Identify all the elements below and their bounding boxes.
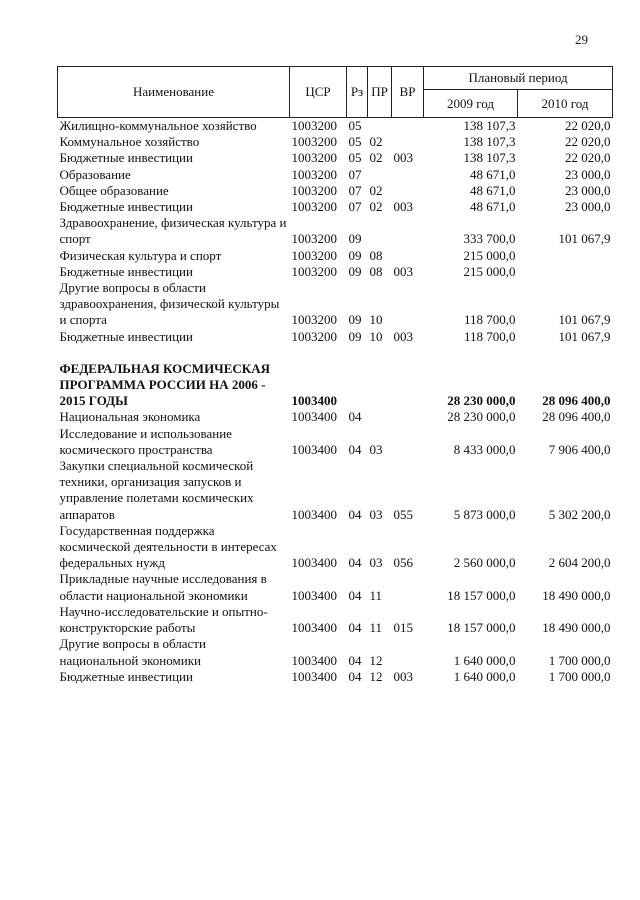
row-pr: 10 (369, 312, 383, 328)
row-vr (392, 636, 424, 668)
row-pr: 11 (369, 620, 383, 636)
row-vr: 015 (393, 620, 413, 636)
row-pr (368, 118, 392, 135)
table-row (58, 636, 613, 668)
row-amount-2009: 2 560 000,0 (453, 555, 516, 571)
row-amount-2009: 48 671,0 (470, 166, 516, 182)
row-rz: 05 (348, 150, 362, 166)
table-row (58, 604, 613, 636)
row-name: Научно-исследовательские и опытно-конструкторские работы (59, 603, 268, 636)
row-rz: 04 (348, 652, 362, 668)
row-csr: 1003200 (291, 231, 337, 247)
row-name: Государственная поддержка космической деятельности в интересах федеральных нужд (59, 522, 277, 571)
row-csr: 1003200 (291, 199, 337, 215)
row-pr: 03 (369, 506, 383, 522)
row-amount-2009: 333 700,0 (463, 231, 516, 247)
table-body (58, 118, 613, 685)
row-rz: 07 (348, 199, 362, 215)
row-pr: 08 (369, 247, 383, 263)
row-rz: 04 (348, 620, 362, 636)
row-amount-2009: 1 640 000,0 (453, 652, 516, 668)
row-amount-2010 (518, 264, 613, 280)
table-row (58, 215, 613, 247)
row-rz (347, 361, 368, 410)
header-pr: ПР (368, 67, 392, 118)
table-row (58, 329, 613, 345)
row-pr: 03 (369, 555, 383, 571)
table-row (58, 248, 613, 264)
row-vr: 003 (393, 150, 413, 166)
row-pr: 08 (369, 263, 383, 279)
row-amount-2009: 1 640 000,0 (453, 668, 516, 684)
row-name: ФЕДЕРАЛЬНАЯ КОСМИЧЕСКАЯ ПРОГРАММА РОССИИ НА 2006 - 2015 ГОДЫ (59, 360, 270, 409)
row-csr: 1003200 (291, 166, 337, 182)
row-csr: 1003400 (291, 555, 337, 571)
row-name: Здравоохранение, физическая культура и спорт (59, 215, 287, 247)
row-name: Закупки специальной космической техники, организация запусков и управление полетами космических аппаратов (59, 458, 254, 522)
row-name: Бюджетные инвестиции (59, 328, 193, 344)
row-pr (368, 361, 392, 410)
row-pr: 02 (369, 199, 383, 215)
table-row (58, 183, 613, 199)
row-amount-2010: 18 490 000,0 (542, 620, 611, 636)
row-name: Бюджетные инвестиции (59, 150, 193, 166)
row-name: Образование (59, 166, 131, 182)
table-header (58, 67, 613, 118)
row-rz: 04 (348, 506, 362, 522)
row-rz: 09 (348, 312, 362, 328)
row-rz: 04 (348, 587, 362, 603)
budget-table (57, 66, 613, 685)
row-name: Бюджетные инвестиции (59, 668, 193, 684)
section-spacer-cell (58, 345, 613, 361)
row-name: Физическая культура и спорт (59, 247, 222, 263)
row-amount-2010: 7 906 400,0 (548, 441, 611, 457)
row-amount-2010: 1 700 000,0 (548, 668, 611, 684)
row-vr: 055 (393, 506, 413, 522)
row-amount-2010: 22 020,0 (565, 150, 611, 166)
row-csr: 1003200 (291, 134, 337, 150)
row-amount-2010: 23 000,0 (565, 199, 611, 215)
row-csr: 1003400 (291, 587, 337, 603)
row-vr (392, 361, 424, 410)
row-name: Исследование и использование космического пространства (59, 425, 232, 457)
row-amount-2010: 28 096 400,0 (542, 393, 611, 409)
row-vr (392, 167, 424, 183)
row-amount-2010: 101 067,9 (558, 312, 611, 328)
row-pr: 10 (369, 328, 383, 344)
row-vr: 056 (393, 555, 413, 571)
row-csr: 1003400 (291, 441, 337, 457)
row-vr (392, 571, 424, 603)
row-amount-2010: 101 067,9 (558, 328, 611, 344)
row-amount-2009: 138 107,3 (463, 134, 516, 150)
row-pr: 02 (369, 150, 383, 166)
row-pr: 02 (369, 182, 383, 198)
row-vr (392, 215, 424, 247)
row-pr: 12 (369, 668, 383, 684)
row-amount-2010: 18 490 000,0 (542, 587, 611, 603)
row-name: Бюджетные инвестиции (59, 199, 193, 215)
row-amount-2009: 5 873 000,0 (453, 506, 516, 522)
table-row (58, 118, 613, 135)
header-planning-period: Плановый период (424, 67, 613, 90)
table-row (58, 167, 613, 183)
row-csr: 1003400 (291, 393, 337, 409)
row-amount-2010: 22 020,0 (565, 134, 611, 150)
row-pr: 02 (369, 134, 383, 150)
row-amount-2009: 138 107,3 (463, 150, 516, 166)
row-amount-2010: 22 020,0 (565, 118, 611, 133)
row-vr (392, 134, 424, 150)
header-rz: Рз (347, 67, 368, 118)
row-csr: 1003400 (291, 409, 337, 425)
row-name: Жилищно-коммунальное хозяйство (59, 118, 257, 133)
row-pr: 03 (369, 441, 383, 457)
header-csr: ЦСР (290, 67, 347, 118)
row-rz: 07 (348, 166, 362, 182)
row-amount-2009: 48 671,0 (470, 182, 516, 198)
row-amount-2009: 28 230 000,0 (447, 409, 516, 425)
page-number: 29 (575, 32, 588, 47)
row-vr: 003 (393, 199, 413, 215)
row-csr: 1003200 (291, 118, 337, 133)
row-pr (368, 167, 392, 183)
row-amount-2009: 18 157 000,0 (447, 620, 516, 636)
row-amount-2009: 215 000,0 (463, 263, 516, 279)
header-year-2009: 2009 год (424, 90, 518, 118)
row-csr: 1003200 (291, 182, 337, 198)
row-amount-2010: 5 302 200,0 (548, 506, 611, 522)
row-amount-2009: 118 700,0 (463, 312, 516, 328)
row-amount-2009: 215 000,0 (463, 247, 516, 263)
row-csr: 1003400 (291, 620, 337, 636)
row-name: Прикладные научные исследования в области национальной экономики (59, 571, 267, 603)
row-name: Бюджетные инвестиции (59, 263, 193, 279)
row-name: Коммунальное хозяйство (59, 134, 200, 150)
row-amount-2010: 28 096 400,0 (542, 409, 611, 425)
table-row (58, 134, 613, 150)
header-name: Наименование (58, 67, 290, 118)
row-rz: 04 (348, 409, 362, 425)
section-header-row (58, 361, 613, 410)
row-csr: 1003200 (291, 150, 337, 166)
row-name: Общее образование (59, 182, 169, 198)
row-rz: 07 (348, 182, 362, 198)
row-csr: 1003200 (291, 328, 337, 344)
row-csr: 1003400 (291, 506, 337, 522)
row-pr: 12 (369, 652, 383, 668)
row-rz: 04 (348, 441, 362, 457)
header-year-2010: 2010 год (518, 90, 613, 118)
table-row (58, 264, 613, 280)
row-amount-2009: 138 107,3 (463, 118, 516, 133)
row-amount-2010: 101 067,9 (558, 231, 611, 247)
section-spacer (58, 345, 613, 361)
row-amount-2010 (518, 248, 613, 264)
row-pr: 11 (369, 587, 383, 603)
row-name: Другие вопросы в области национальной экономики (59, 636, 206, 668)
row-rz: 09 (348, 247, 362, 263)
table-row (58, 280, 613, 329)
table-row (58, 458, 613, 523)
table-row (58, 523, 613, 572)
row-rz: 04 (348, 555, 362, 571)
row-pr (368, 215, 392, 247)
row-rz: 05 (348, 118, 362, 133)
row-vr: 003 (393, 668, 413, 684)
table-row (58, 409, 613, 425)
table-row (58, 426, 613, 458)
row-pr (368, 409, 392, 425)
row-vr: 003 (393, 328, 413, 344)
row-amount-2010: 1 700 000,0 (548, 652, 611, 668)
row-amount-2009: 118 700,0 (463, 328, 516, 344)
row-rz: 05 (348, 134, 362, 150)
row-name: Национальная экономика (59, 409, 201, 425)
row-csr: 1003200 (291, 263, 337, 279)
header-vr: ВР (392, 67, 424, 118)
table-row (58, 571, 613, 603)
table-row (58, 150, 613, 166)
row-csr: 1003200 (291, 312, 337, 328)
row-amount-2009: 28 230 000,0 (447, 393, 516, 409)
row-rz: 04 (348, 668, 362, 684)
row-amount-2010: 23 000,0 (565, 182, 611, 198)
row-amount-2009: 48 671,0 (470, 199, 516, 215)
row-vr: 003 (393, 263, 413, 279)
row-vr (392, 118, 424, 135)
row-rz: 09 (348, 263, 362, 279)
row-vr (392, 183, 424, 199)
row-rz: 09 (348, 328, 362, 344)
row-vr (392, 409, 424, 425)
row-rz: 09 (348, 231, 362, 247)
table-row (58, 199, 613, 215)
row-amount-2010: 23 000,0 (565, 166, 611, 182)
table-row (58, 669, 613, 685)
row-name: Другие вопросы в области здравоохранения, физической культуры и спорта (59, 280, 280, 328)
row-csr: 1003400 (291, 652, 337, 668)
row-vr (392, 248, 424, 264)
row-vr (392, 426, 424, 458)
row-csr: 1003200 (291, 247, 337, 263)
row-csr: 1003400 (291, 668, 337, 684)
row-amount-2010: 2 604 200,0 (548, 555, 611, 571)
row-amount-2009: 8 433 000,0 (453, 441, 516, 457)
row-amount-2009: 18 157 000,0 (447, 587, 516, 603)
row-vr (392, 280, 424, 329)
